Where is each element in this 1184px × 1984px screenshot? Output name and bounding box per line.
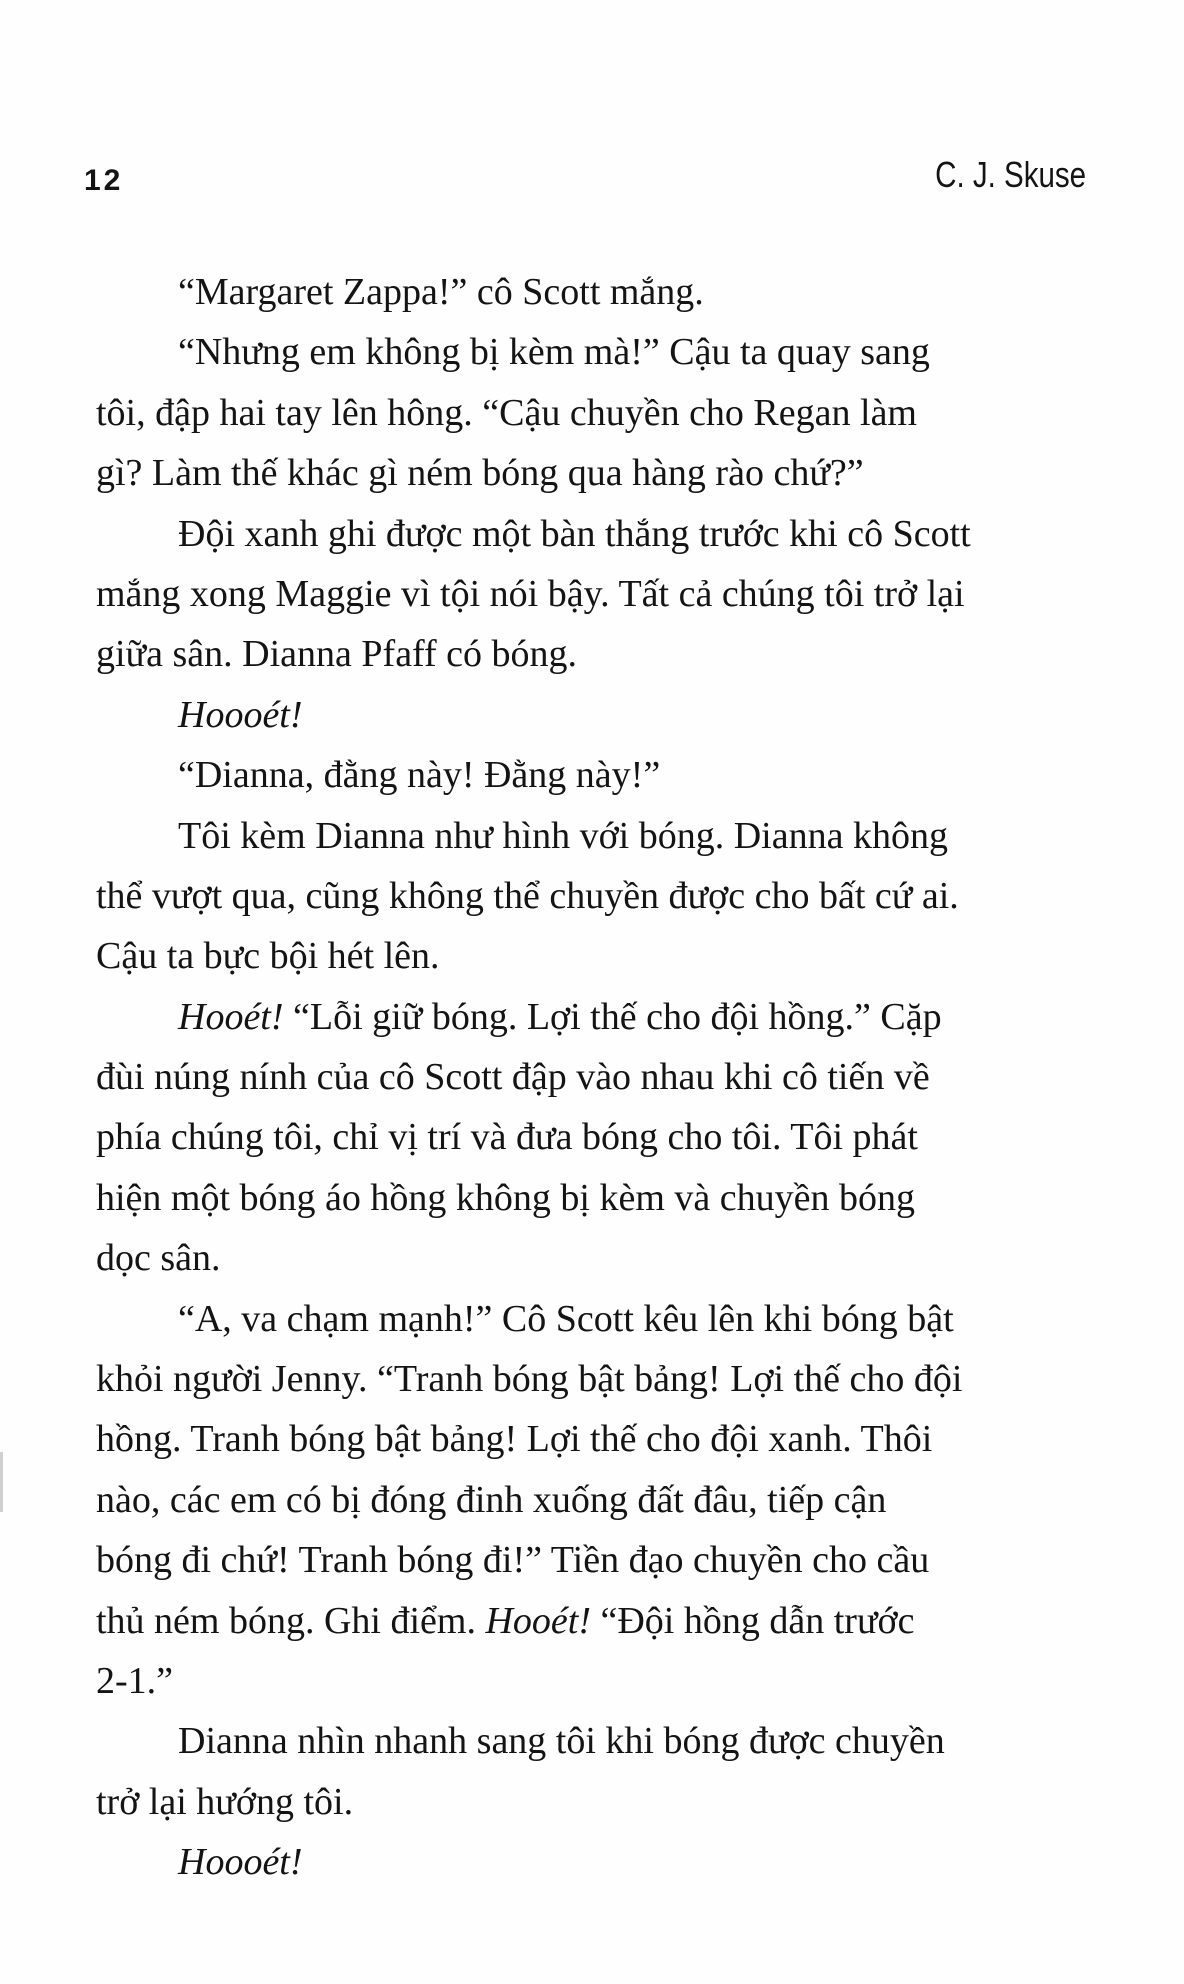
text-segment: giữa sân. Dianna Pfaff có bóng. [96, 633, 578, 676]
text-line [96, 383, 1092, 443]
text-segment: trở lại hướng tôi. [96, 1780, 354, 1823]
text-line [96, 564, 1092, 624]
text-segment: dọc sân. [96, 1237, 221, 1280]
text-segment: Tôi kèm Dianna như hình với bóng. Dianna không [178, 814, 948, 857]
text-line [96, 262, 1092, 322]
text-segment: “Lỗi giữ bóng. Lợi thế cho đội hồng.” Cặp [283, 995, 942, 1038]
text-line [96, 1289, 1092, 1349]
text-line [96, 322, 1092, 382]
text-segment: “A, va chạm mạnh!” Cô Scott kêu lên khi bóng bật [178, 1297, 954, 1340]
body-text [96, 262, 1092, 1893]
text-line [96, 1409, 1092, 1469]
page-number: 12 [84, 164, 124, 197]
whistle-sound: Hoooét! [178, 693, 303, 736]
text-segment: đùi núng nính của cô Scott đập vào nhau khi cô tiến về [96, 1056, 930, 1099]
text-segment: Dianna nhìn nhanh sang tôi khi bóng được chuyền [178, 1720, 945, 1763]
text-segment: “Nhưng em không bị kèm mà!” Cậu ta quay sang [178, 331, 930, 374]
text-line [96, 745, 1092, 805]
text-line [96, 987, 1092, 1047]
text-line [96, 1228, 1092, 1288]
text-segment: Đội xanh ghi được một bàn thắng trước khi cô Scott [178, 512, 971, 555]
text-segment: mắng xong Maggie vì tội nói bậy. Tất cả chúng tôi trở lại [96, 572, 965, 615]
text-segment: gì? Làm thế khác gì ném bóng qua hàng rào chứ?” [96, 452, 864, 495]
text-segment: hồng. Tranh bóng bật bảng! Lợi thế cho đội xanh. Thôi [96, 1418, 933, 1461]
text-segment: thể vượt qua, cũng không thể chuyền được cho bất cứ ai. [96, 874, 959, 917]
whistle-sound: Hooét! [178, 995, 284, 1038]
page-header [0, 0, 1184, 220]
text-segment: phía chúng tôi, chỉ vị trí và đưa bóng cho tôi. Tôi phát [96, 1116, 918, 1159]
text-segment: “Đội hồng dẫn trước [591, 1599, 915, 1642]
text-line [96, 1047, 1092, 1107]
page-edge-mark [0, 1452, 3, 1512]
text-line [96, 1349, 1092, 1409]
text-line [96, 1832, 1092, 1892]
text-line [96, 1168, 1092, 1228]
text-line [96, 1530, 1092, 1590]
text-line [96, 866, 1092, 926]
text-line [96, 504, 1092, 564]
text-line [96, 1107, 1092, 1167]
text-segment: tôi, đập hai tay lên hông. “Cậu chuyền cho Regan làm [96, 391, 917, 434]
text-segment: hiện một bóng áo hồng không bị kèm và chuyền bóng [96, 1176, 915, 1219]
text-line [96, 443, 1092, 503]
whistle-sound: Hoooét! [178, 1841, 303, 1884]
whistle-sound: Hooét! [485, 1599, 591, 1642]
text-line [96, 624, 1092, 684]
text-line [96, 1711, 1092, 1771]
text-line [96, 1591, 1092, 1651]
text-segment: 2-1.” [96, 1659, 174, 1702]
text-line [96, 1651, 1092, 1711]
text-line [96, 1470, 1092, 1530]
text-segment: nào, các em có bị đóng đinh xuống đất đâu, tiếp cận [96, 1478, 887, 1521]
running-head-author: C. J. Skuse [935, 154, 1086, 195]
text-segment: thủ ném bóng. Ghi điểm. [96, 1599, 486, 1642]
text-line [96, 1772, 1092, 1832]
text-segment: “Margaret Zappa!” cô Scott mắng. [178, 271, 704, 313]
text-segment: Cậu ta bực bội hét lên. [96, 935, 440, 978]
text-line [96, 806, 1092, 866]
text-segment: “Dianna, đằng này! Đằng này!” [178, 754, 661, 797]
text-line [96, 685, 1092, 745]
text-segment: khỏi người Jenny. “Tranh bóng bật bảng! Lợi thế cho đội [96, 1358, 963, 1401]
text-segment: bóng đi chứ! Tranh bóng đi!” Tiền đạo chuyền cho cầu [96, 1539, 930, 1582]
text-line [96, 926, 1092, 986]
